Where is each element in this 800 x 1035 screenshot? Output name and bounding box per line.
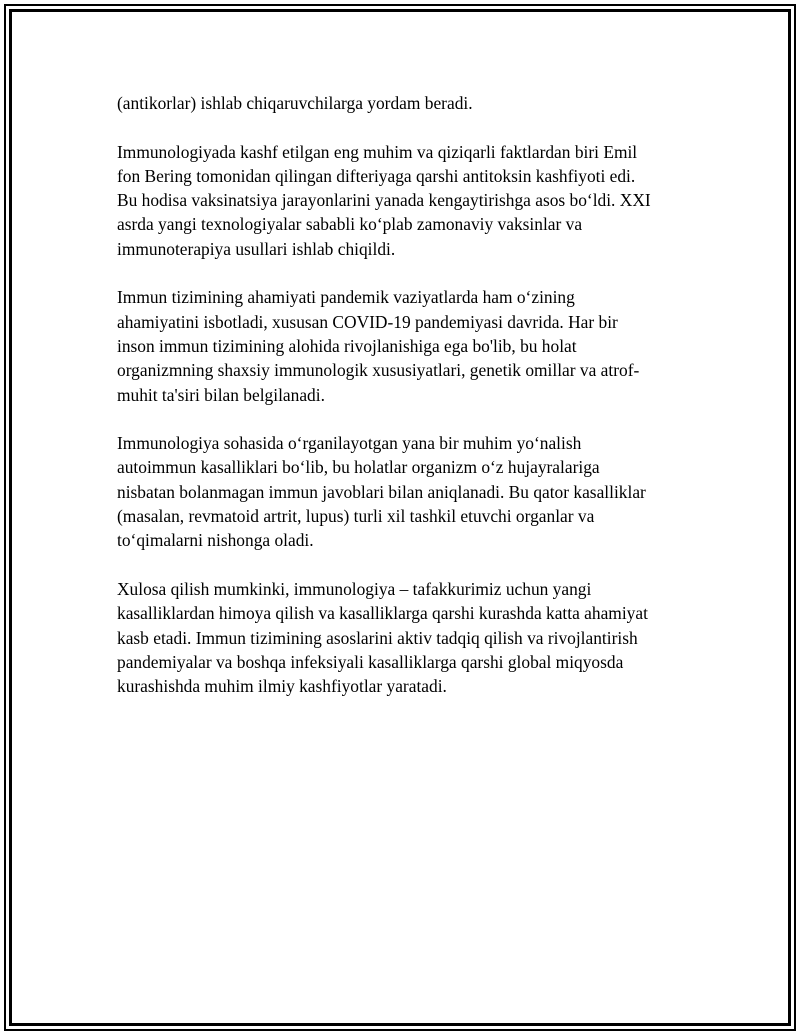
paragraph-3: Immun tizimining ahamiyati pandemik vaziyatlarda ham o‘zining ahamiyatini isbotladi, xususan COVID-19 pandemiyasi davrida. Har bir inson immun tizimining alohida rivojlanishiga ega bo'lib, bu holat organizmning shaxsiy immunologik xususiyatlari, genetik omillar va atrof- muhit ta'siri bilan belgilanadi.	[117, 287, 640, 405]
paragraph-2: Immunologiyada kashf etilgan eng muhim va qiziqarli faktlardan biri Emil fon Bering tomonidan qilingan difteriyaga qarshi antitoksin kashfiyoti edi. Bu hodisa vaksinatsiya jarayonlarini yanada kengaytirishga asos bo‘ldi. XXI asrda yangi texnologiyalar sababli ko‘plab zamonaviy vaksinlar va immunoterapiya usullari ishlab chiqildi.	[117, 141, 651, 259]
paragraph-5: Xulosa qilish mumkinki, immunologiya – tafakkurimiz uchun yangi kasalliklardan himoya qilish va kasalliklarga qarshi kurashda katta ahamiyat kasb etadi. Immun tizimining asoslarini aktiv tadqiq qilish va rivojlantirish pandemiyalar va boshqa infeksiyali kasalliklarga qarshi global miqyosda kurashishda muhim ilmiy kashfiyotlar yaratadi.	[117, 578, 648, 697]
document-body	[117, 91, 687, 723]
paragraph-1: (antikorlar) ishlab chiqaruvchilarga yordam beradi.	[117, 93, 473, 113]
paragraph-4: Immunologiya sohasida o‘rganilayotgan yana bir muhim yo‘nalish autoimmun kasalliklari bo‘lib, bu holatlar organizm o‘z hujayralariga nisbatan bolanmagan immun javoblari bilan aniqlanadi. Bu qator kasalliklar (masalan, revmatoid artrit, lupus) turli xil tashkil etuvchi organlar va to‘qimalarni nishonga oladi.	[117, 433, 646, 551]
